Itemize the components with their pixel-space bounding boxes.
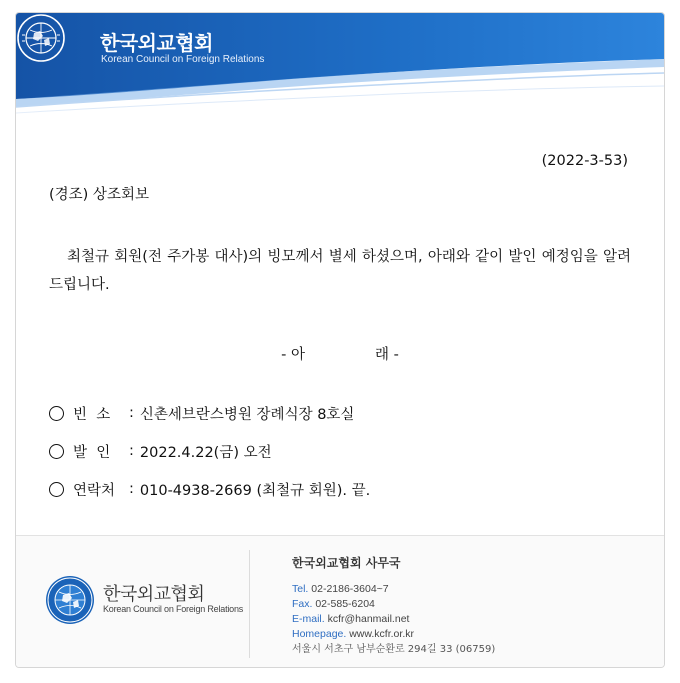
email-link[interactable]: kcfr@hanmail.net	[327, 613, 410, 625]
kcfr-emblem-icon	[16, 13, 66, 63]
below-heading-left: - 아	[281, 347, 305, 363]
footer-org-name-en: Korean Council on Foreign Relations	[103, 604, 244, 614]
letter-frame	[15, 12, 665, 668]
tel-value: 02-2186-3604~7	[311, 583, 389, 595]
header-org-name-ko: 한국외교협회	[100, 31, 213, 55]
details-list	[49, 403, 370, 517]
homepage-line	[292, 627, 495, 642]
fax-value: 02-585-6204	[315, 598, 375, 610]
footer	[16, 536, 664, 668]
circle-bullet-icon	[49, 444, 64, 459]
below-heading	[16, 343, 664, 364]
detail-label: 발 인	[73, 444, 111, 461]
fax-line	[292, 597, 495, 612]
footer-divider	[249, 550, 250, 658]
email-line	[292, 612, 495, 627]
detail-value: 2022.4.22(금) 오전	[139, 444, 272, 461]
detail-item-funeral-hall	[49, 403, 370, 423]
detail-colon: :	[129, 405, 134, 421]
detail-colon: :	[129, 443, 134, 459]
header-org-name-en: Korean Council on Foreign Relations	[101, 54, 265, 65]
detail-label: 빈 소	[73, 406, 111, 423]
homepage-label: Homepage.	[292, 628, 347, 640]
header-banner	[16, 13, 664, 123]
detail-label: 연락처	[73, 482, 116, 499]
document-subject: (경조) 상조회보	[49, 187, 149, 203]
detail-item-contact	[49, 479, 370, 499]
detail-item-departure	[49, 441, 370, 461]
tel-line	[292, 582, 495, 597]
office-name: 한국외교협회 사무국	[292, 556, 401, 570]
detail-colon: :	[129, 481, 134, 497]
below-heading-right: 래 -	[375, 347, 399, 363]
document-body: 최철규 회원(전 주가봉 대사)의 빙모께서 별세 하셨으며, 아래와 같이 발인 예정임을 알려드립니다.	[49, 249, 631, 293]
footer-emblem-icon	[44, 574, 96, 626]
detail-value: 신촌세브란스병원 장례식장 8호실	[139, 406, 355, 423]
fax-label: Fax.	[292, 598, 313, 610]
email-label: E-mail.	[292, 613, 325, 625]
contact-info	[292, 582, 495, 657]
homepage-link[interactable]: www.kcfr.or.kr	[349, 628, 414, 640]
circle-bullet-icon	[49, 406, 64, 421]
tel-label: Tel.	[292, 583, 309, 595]
document-number: (2022-3-53)	[541, 153, 628, 169]
footer-org-name-ko: 한국외교협회	[103, 584, 205, 605]
address: 서울시 서초구 남부순환로 294길 33 (06759)	[292, 644, 496, 655]
detail-value: 010-4938-2669 (최철규 회원). 끝.	[139, 482, 371, 499]
circle-bullet-icon	[49, 482, 64, 497]
